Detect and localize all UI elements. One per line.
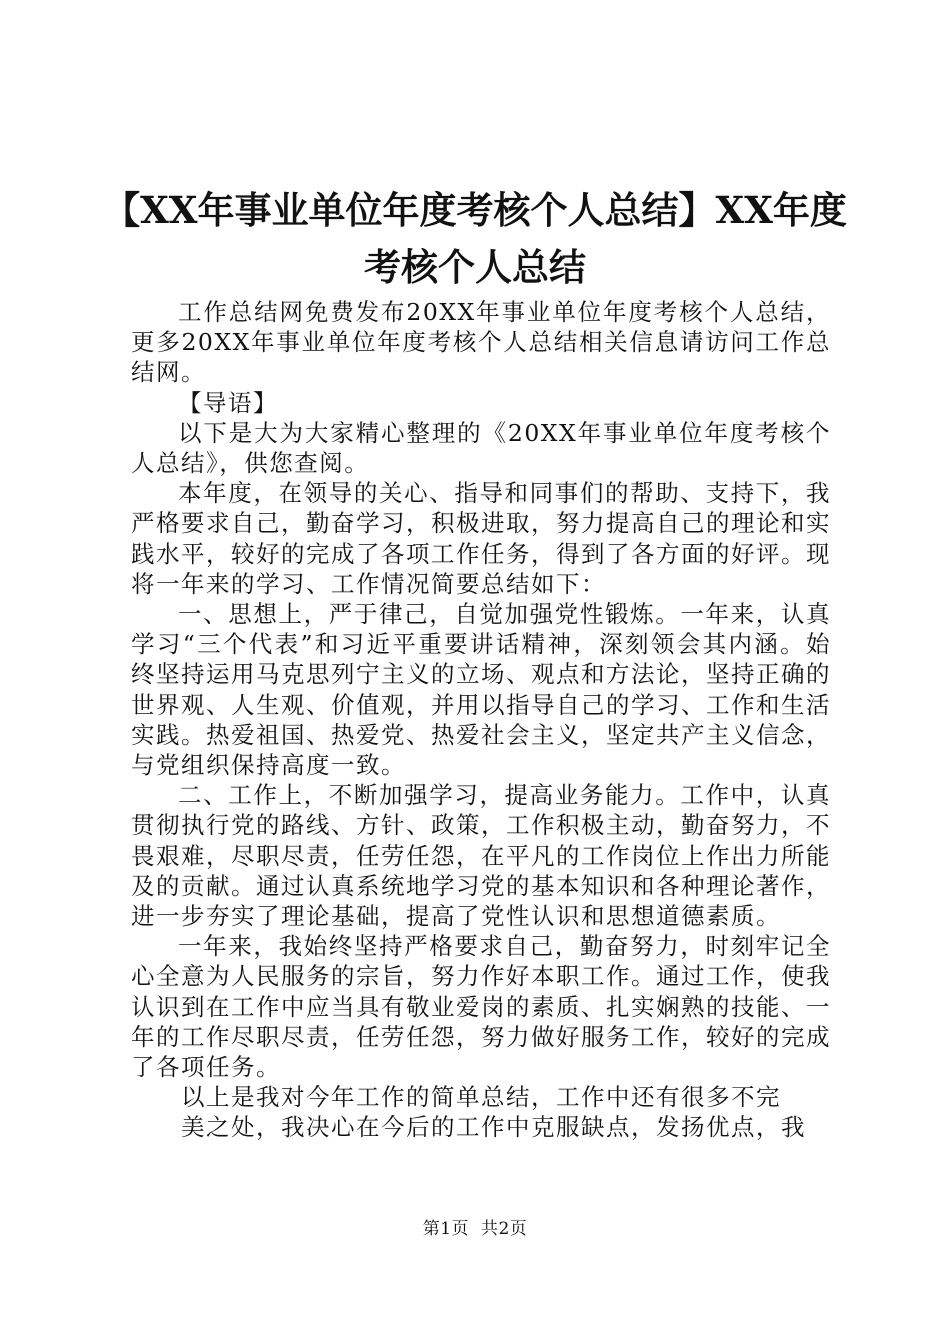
paragraph-overview: 本年度，在领导的关心、指导和同事们的帮助、支持下，我严格要求自己，勤奋学习，积极进取，努力提高自己的理论和实践水平，较好的完成了各项工作任务，得到了各方面的好评。现将一年来的学习、工作情况简要总结如下： (131, 479, 831, 598)
document-title-line2: 考核个人总结 (364, 245, 586, 289)
paragraph-ideology: 一、思想上，严于律己，自觉加强党性锻炼。一年来，认真学习“三个代表”和习近平重要讲话精神，深刻领会其内涵。始终坚持运用马克思列宁主义的立场、观点和方法论，坚持正确的世界观、人生观、价值观，并用以指导自己的学习、工作和生活实践。热爱祖国、热爱党、热爱社会主义，坚定共产主义信念，与党组织保持高度一致。 (131, 600, 831, 780)
paragraph-intro: 工作总结网免费发布20XX年事业单位年度考核个人总结，更多20XX年事业单位年度考核个人总结相关信息请访问工作总结网。 (131, 298, 831, 387)
page-number-current: 第1页 (422, 1219, 470, 1239)
document-title-line1: 【XX年事业单位年度考核个人总结】XX年度 (103, 188, 847, 232)
paragraph-lead-label: 【导语】 (178, 388, 278, 417)
page-footer (0, 1214, 950, 1239)
paragraph-year-review: 一年来，我始终坚持严格要求自己，勤奋努力，时刻牢记全心全意为人民服务的宗旨，努力作好本职工作。通过工作，使我认识到在工作中应当具有敬业爱岗的素质、扎实娴熟的技能、一年的工作尽职尽责，任劳任怨，努力做好服务工作，较好的完成了各项任务。 (131, 932, 831, 1082)
paragraph-lead: 以下是大为大家精心整理的《20XX年事业单位年度考核个人总结》，供您查阅。 (131, 418, 831, 478)
paragraph-work: 二、工作上，不断加强学习，提高业务能力。工作中，认真贯彻执行党的路线、方针、政策，工作积极主动，勤奋努力，不畏艰难，尽职尽责，任劳任怨，在平凡的工作岗位上作出力所能及的贡献。通过认真系统地学习党的基本知识和各种理论著作，进一步夯实了理论基础，提高了党性认识和思想道德素质。 (131, 781, 831, 931)
closing-line-2: 美之处，我决心在今后的工作中克服缺点，发扬优点，我 (181, 1113, 806, 1142)
page-number-total: 共2页 (480, 1219, 528, 1239)
closing-line-1: 以上是我对今年工作的简单总结，工作中还有很多不完 (181, 1083, 781, 1112)
document-body (131, 297, 831, 1143)
